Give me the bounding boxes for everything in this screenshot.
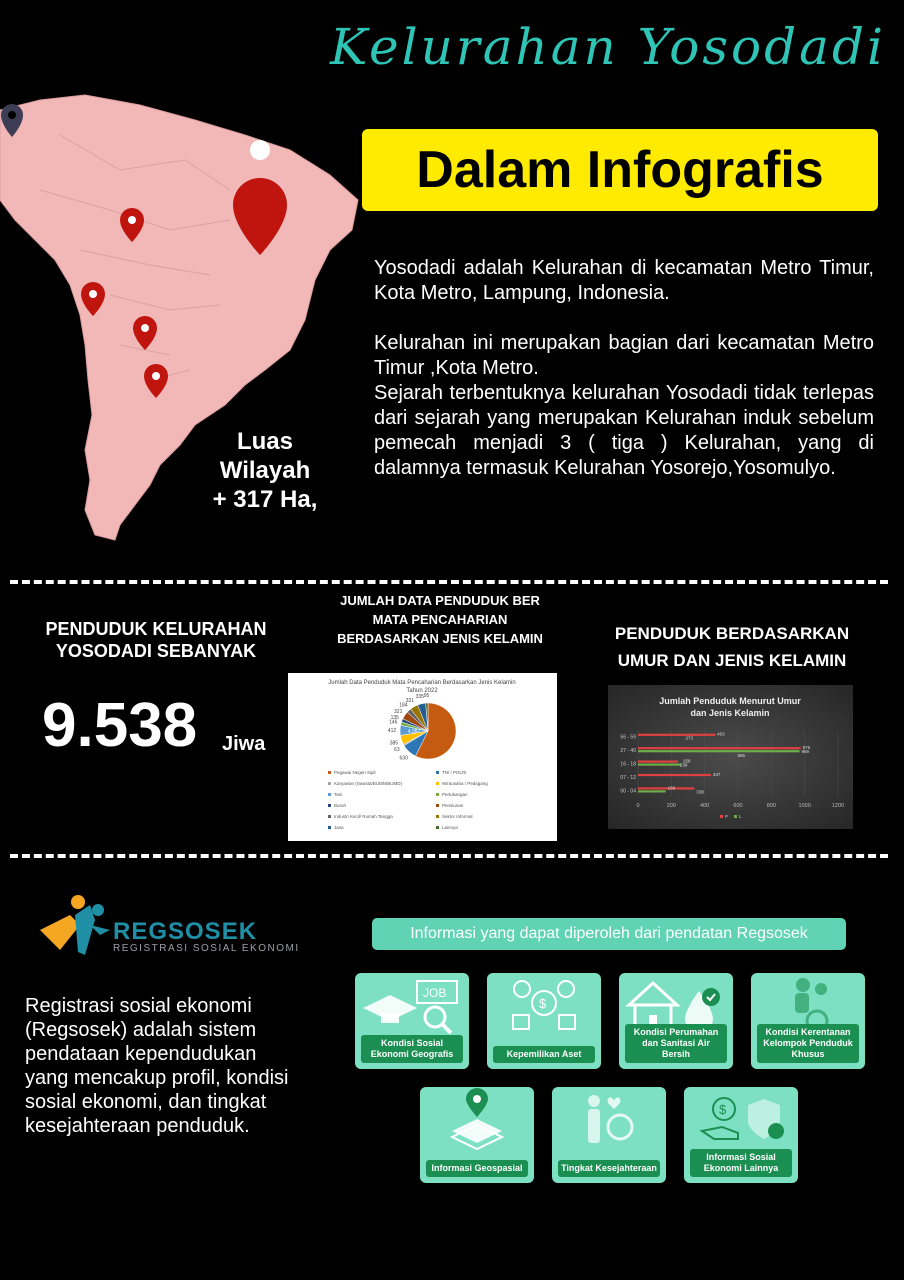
x-tick-label: 200: [666, 803, 676, 809]
legend-swatch: [734, 815, 737, 818]
area-label: [200, 427, 330, 514]
pie-data-label: 135: [390, 715, 399, 722]
area-line: Wilayah: [219, 457, 311, 484]
pie-data-label: 95: [423, 693, 430, 700]
card-label: Kepemilikan Aset: [493, 1046, 595, 1063]
legend-swatch: [436, 793, 439, 796]
pie-legend-item: TNI / POLRI: [442, 770, 467, 775]
bar-data-label: 239: [679, 762, 688, 768]
bar: [638, 761, 678, 763]
regsosek-subtitle: REGISTRASI SOSIAL EKONOMI: [113, 943, 300, 954]
pie-big-label: 4.087: [407, 729, 421, 735]
legend-swatch: [328, 826, 331, 829]
card-kondisi-kerentanan: [751, 973, 865, 1069]
card-kepemilikan-aset: [487, 973, 601, 1069]
x-tick-label: 400: [700, 803, 710, 809]
y-tick-label: 56 - 59: [620, 734, 636, 741]
pie-title: Jumlah Data Penduduk Mata Pencaharian Berdasarkan Jenis Kelamin: [328, 680, 516, 686]
bar: [638, 790, 666, 792]
population-number: 9.538: [42, 691, 198, 760]
pie-subtitle: Tahun 2022: [406, 688, 438, 694]
bar-data-label: 166: [667, 785, 676, 791]
x-tick-label: 1000: [798, 803, 811, 809]
card-tingkat-kesejahteraan: [552, 1087, 666, 1183]
card-label: Informasi Sosial Ekonomi Lainnya: [690, 1149, 792, 1177]
bar-data-label: 463: [717, 731, 725, 737]
pie-legend-item: Industri Kecil/ Rumah Tangga: [334, 814, 393, 819]
pie-legend-item: Jasa: [334, 825, 344, 830]
bar-data-label: 338: [696, 789, 704, 795]
card-label: Kondisi Kerentanan Kelompok Penduduk Khusus: [757, 1024, 859, 1063]
pie-legend-item: Buruh: [334, 803, 347, 808]
bar: [638, 774, 711, 776]
occupation-section-title: JUMLAH DATA PENDUDUK BER MATA PENCAHARIAN BERDASARKAN JENIS KELAMIN: [337, 593, 543, 646]
x-tick-label: 800: [766, 803, 776, 809]
legend-swatch: [436, 804, 439, 807]
pie-legend-item: Karyawan (Swasta/BUMN/BUMD): [334, 781, 403, 786]
area-value: + 317 Ha,: [212, 486, 318, 513]
pie-data-label: 335: [415, 693, 424, 700]
bar-data-label: 273: [685, 735, 694, 741]
y-tick-label: 00 - 04: [620, 788, 636, 795]
bar-data-label: 437: [712, 771, 721, 777]
script-title: Kelurahan Yosodadi: [330, 18, 886, 76]
occupation-pie-chart: [288, 673, 557, 841]
y-tick-label: 27 - 40: [620, 748, 636, 755]
population-unit: Jiwa: [222, 733, 266, 755]
age-bar-chart: [608, 685, 853, 829]
card-informasi-sosial-ekonomi: [684, 1087, 798, 1183]
card-label: Informasi Geospasial: [426, 1160, 528, 1177]
regsosek-description: Registrasi sosial ekonomi (Regsosek) adalah sistem pendataan kependudukan yang mencakup profil, kondisi sosial ekonomi, dan tingkat kesejahteraan penduduk.: [25, 995, 289, 1137]
legend-swatch: [328, 771, 331, 774]
pie-legend-item: Lainnya: [442, 825, 458, 830]
divider: [10, 854, 888, 858]
legend-swatch: [720, 815, 723, 818]
pie-data-label: 630: [399, 755, 408, 762]
legend-swatch: [328, 782, 331, 785]
pie-data-label: 184: [399, 702, 408, 709]
bar: [638, 750, 800, 752]
intro-paragraph: Kelurahan ini merupakan bagian dari kecamatan Metro Timur ,Kota Metro.: [374, 332, 874, 379]
intro-text: [374, 256, 874, 481]
legend-swatch: [436, 826, 439, 829]
pie-data-label: 321: [394, 708, 403, 715]
bar: [638, 787, 694, 789]
bar-data-label: 585: [737, 753, 746, 759]
divider: [10, 580, 888, 584]
pie-data-label: 63: [394, 747, 400, 754]
bar-data-label: 969: [801, 749, 810, 755]
pie-legend-item: Pegawai Negeri Sipil: [334, 770, 376, 775]
area-line: Luas: [236, 428, 293, 455]
x-tick-label: 1200: [831, 803, 845, 809]
svg-text:$: $: [719, 1102, 727, 1117]
legend-swatch: [436, 815, 439, 818]
bar-legend-item: P: [725, 814, 729, 819]
pie-legend-item: Sektor Informal: [442, 814, 473, 819]
legend-swatch: [328, 815, 331, 818]
y-tick-label: 07 - 12: [620, 774, 636, 781]
intro-paragraph: Yosodadi adalah Kelurahan di kecamatan Metro Timur, Kota Metro, Lampung, Indonesia.: [374, 257, 874, 304]
info-heading: Informasi yang dapat diperoleh dari pendatan Regsosek: [372, 918, 846, 950]
pie-data-label: 412: [387, 728, 397, 735]
pie-legend-item: Pensiunan: [442, 803, 464, 808]
x-tick-label: 600: [733, 803, 743, 809]
bar-data-label: 258: [683, 758, 691, 764]
bar-legend-item: L: [739, 814, 742, 819]
pie-legend-item: Tani: [334, 792, 343, 797]
bar: [638, 734, 715, 736]
card-label: Kondisi Perumahan dan Sanitasi Air Bersih: [625, 1024, 727, 1063]
card-label: Tingkat Kesejahteraan: [558, 1160, 660, 1177]
job-text: JOB: [423, 986, 447, 1000]
legend-swatch: [436, 771, 439, 774]
x-tick-label: 0: [636, 803, 640, 809]
y-tick-label: 16 - 18: [620, 761, 636, 768]
pie-legend-item: Wirausaha / Pedagang: [442, 781, 488, 786]
banner-title: Dalam Infografis: [362, 129, 878, 211]
bar: [638, 764, 681, 766]
bar-title-line-1: Jumlah Penduduk Menurut Umur: [659, 696, 801, 706]
intro-paragraph: Sejarah terbentuknya kelurahan Yosodadi tidak terlepas dari sejarah yang merupakan Kelurahan induk sebelum pemecah menjadi 3 ( tiga ) Kelurahan, yang di dalamnya termasuk Kelurahan Yosorejo,Yosomulyo.: [374, 382, 874, 479]
card-kondisi-perumahan: [619, 973, 733, 1069]
legend-swatch: [328, 793, 331, 796]
card-informasi-geospasial: [420, 1087, 534, 1183]
population-title: PENDUDUK KELURAHAN YOSODADI SEBANYAK: [45, 619, 267, 661]
card-kondisi-sosial: [355, 973, 469, 1069]
pie-data-label: 331: [405, 697, 415, 704]
pie-data-label: 146: [389, 719, 398, 726]
regsosek-wordmark: REGSOSEK: [113, 918, 258, 945]
card-label: Kondisi Sosial Ekonomi Geografis: [361, 1035, 463, 1063]
bar-data-label: 976: [802, 745, 811, 751]
pie-data-label: 385: [389, 740, 399, 747]
pie-legend-item: Pertukangan: [442, 792, 468, 797]
age-section-title: PENDUDUK BERDASARKAN UMUR DAN JENIS KELAMIN: [614, 624, 850, 670]
bar: [638, 747, 801, 749]
svg-text:$: $: [539, 996, 547, 1011]
legend-swatch: [436, 782, 439, 785]
legend-swatch: [328, 804, 331, 807]
bar-title-line-2: dan Jenis Kelamin: [690, 708, 770, 718]
